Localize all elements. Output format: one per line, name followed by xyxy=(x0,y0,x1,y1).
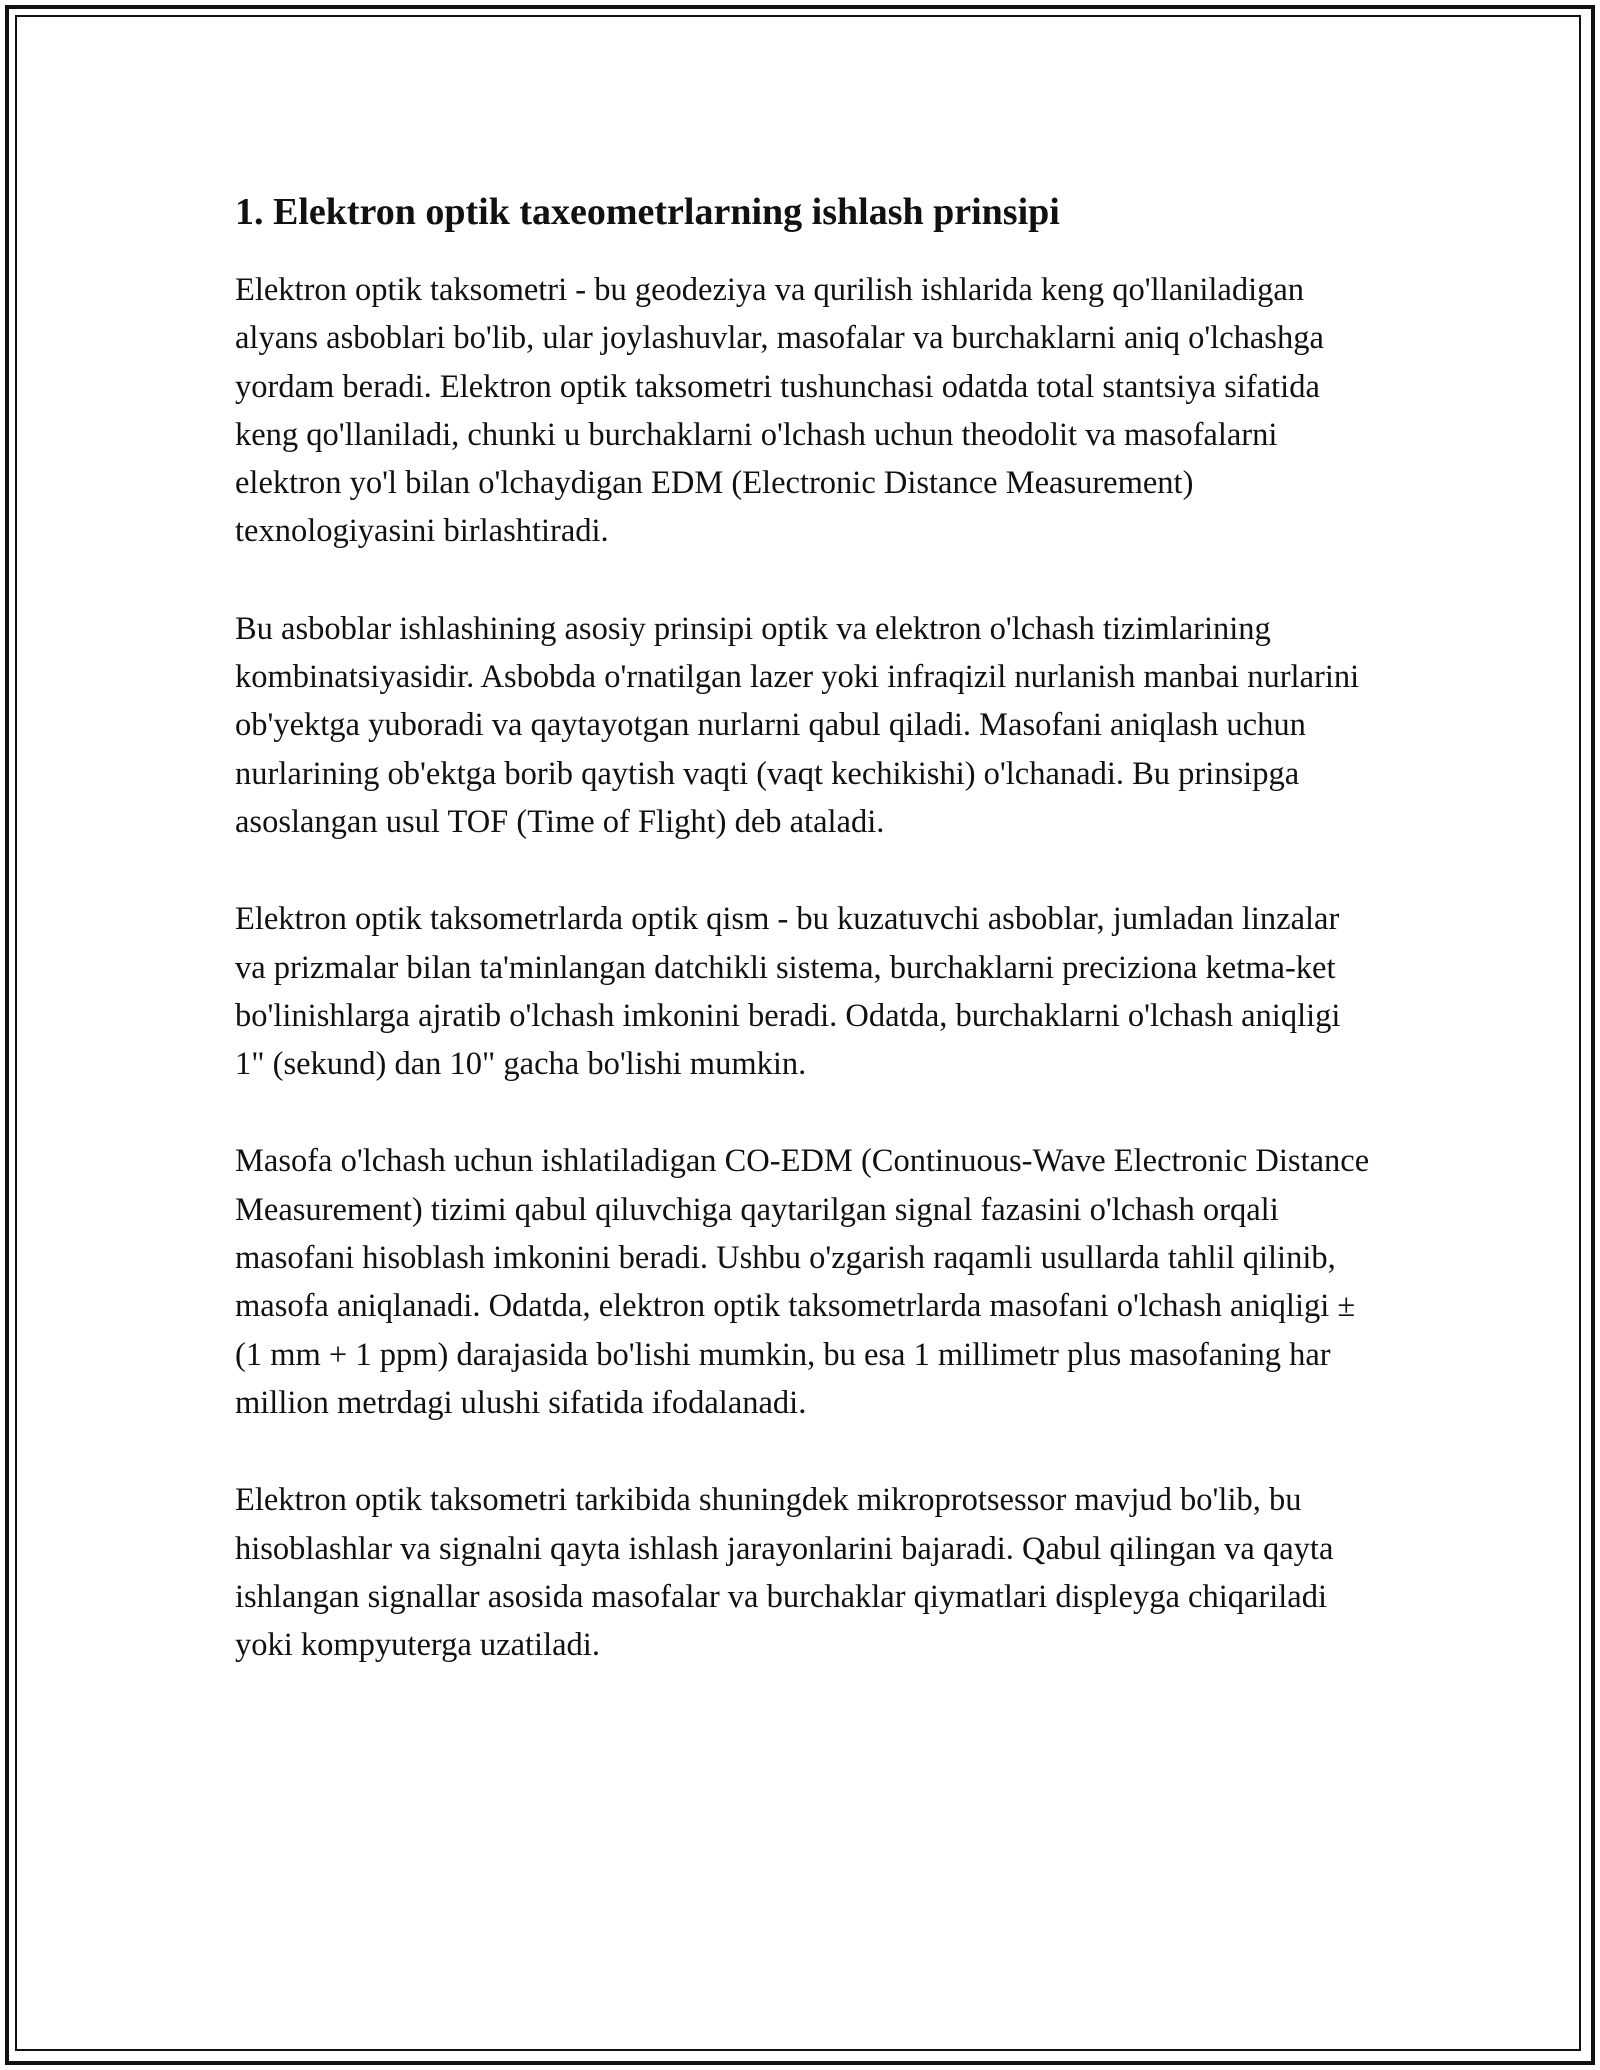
paragraph-optical-part: Elektron optik taksometrlarda optik qism - bu kuzatuvchi asboblar, jumladan linzalar va prizmalar bilan ta'minlangan datchikli sistema, burchaklarni preciziona ketma-ket bo'linishlarga ajratib o'lchash imkonini beradi. Odatda, burchaklarni o'lchash aniqligi 1" (sekund) dan 10" gacha bo'lishi mumkin. xyxy=(235,901,1341,1083)
paragraph-microprocessor: Elektron optik taksometri tarkibida shuningdek mikroprotsessor mavjud bo'lib, bu hisoblashlar va signalni qayta ishlash jarayonlarini bajaradi. Qabul qilingan va qayta ishlangan signallar asosida masofalar va burchaklar qiymatlari displeyga chiqariladi yoki kompyuterga uzatiladi. xyxy=(235,1482,1334,1664)
paragraph-intro: Elektron optik taksometri - bu geodeziya va qurilish ishlarida keng qo'llaniladigan alyans asboblari bo'lib, ular joylashuvlar, masofalar va burchaklarni aniq o'lchashga yordam beradi. Elektron optik taksometri tushunchasi odatda total stantsiya sifatida keng qo'llaniladi, chunki u burchaklarni o'lchash uchun theodolit va masofalarni elektron yo'l bilan o'lchaydigan EDM (Electronic Distance Measurement) texnologiyasini birlashtiradi. xyxy=(235,272,1324,550)
section-heading: 1. Elektron optik taxeometrlarning ishlash prinsipi xyxy=(235,191,1060,233)
paragraph-principle: Bu asboblar ishlashining asosiy prinsipi optik va elektron o'lchash tizimlarining kombinatsiyasidir. Asbobda o'rnatilgan lazer yoki infraqizil nurlanish manbai nurlarini ob'yektga yuboradi va qaytayotgan nurlarni qabul qiladi. Masofani aniqlash uchun nurlarining ob'ektga borib qaytish vaqti (vaqt kechikishi) o'lchanadi. Bu prinsipga asoslangan usul TOF (Time of Flight) deb ataladi. xyxy=(235,610,1360,840)
paragraph-edm: Masofa o'lchash uchun ishlatiladigan CO-EDM (Continuous-Wave Electronic Distance Measurement) tizimi qabul qiluvchiga qaytarilgan signal fazasini o'lchash orqali masofani hisoblash imkonini beradi. Ushbu o'zgarish raqamli usullarda tahlil qilinib, masofa aniqlanadi. Odatda, elektron optik taksometrlarda masofani o'lchash aniqligi ±(1 mm + 1 ppm) darajasida bo'lishi mumkin, bu esa 1 millimetr plus masofaning har million metrdagi ulushi sifatida ifodalanadi. xyxy=(235,1143,1370,1421)
document-body xyxy=(235,186,1370,1718)
